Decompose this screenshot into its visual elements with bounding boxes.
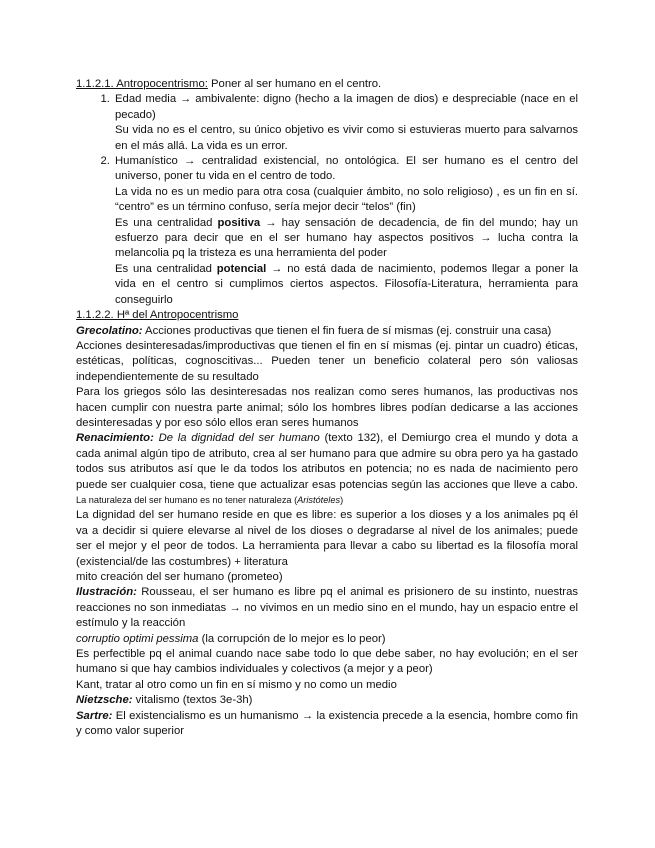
label-ilustracion: Ilustración:	[76, 586, 137, 599]
list-item-note-potencial: Es una centralidad potencial → no está dada de nacimiento, podemos llegar a poner la vida en el centro si cumplimos ciertos aspectos. Filosofía-Literatura, herramienta para conseguirlo	[115, 262, 578, 306]
label-nietzsche: Nietzsche:	[76, 694, 133, 707]
heading-text: Poner al ser humano en el centro.	[207, 78, 382, 90]
paragraph-sartre: Sartre: El existencialismo es un humanismo → la existencia precede a la esencia, hombre como fin y como valor superior	[76, 709, 578, 738]
paragraph-dignidad: La dignidad del ser humano reside en que es libre: es superior a los dioses y a los animales pq él va a decidir si quiere elevarse al nivel de los dioses o degradarse al nivel de los animales; puede ser el mejor y el peor de todos. La herramienta para llevar a cabo su libertad es la filosofía moral (existencial/de las costumbres) + literatura	[76, 509, 578, 568]
antropocentrismo-list	[76, 92, 578, 308]
paragraph-grecolatino: Grecolatino: Acciones productivas que tienen el fin fuera de sí mismas (ej. construir una casa)	[76, 324, 552, 337]
document-page	[76, 77, 578, 739]
book-title: De la dignidad del ser humano	[158, 432, 320, 445]
paragraph-ilustracion: Ilustración: Rousseau, el ser humano es libre pq el animal es prisionero de su instinto, nuestras reacciones no son inmediatas → no vivimos en un medio sino en el mundo, hay un espacio entre el estímulo y la reacción	[76, 586, 578, 630]
latin-phrase: corruptio optimi pessima	[76, 632, 199, 645]
list-item-edad-media	[113, 92, 578, 154]
paragraph-perfectible: Es perfectible pq el animal cuando nace sabe todo lo que debe saber, no hay evolución; en el ser humano si que hay cambios individuales y colectivos (a mejor y a peor)	[76, 648, 578, 676]
list-item-humanistico	[113, 154, 578, 308]
label-renacimiento: Renacimiento:	[76, 432, 154, 445]
list-item-text: Humanístico → centralidad existencial, no ontológica. El ser humano es el centro del universo, poner tu vida en el centro de todo.	[115, 155, 578, 183]
section-antropocentrismo-heading	[76, 77, 578, 92]
list-item-note: La vida no es un medio para otra cosa (cualquier ámbito, no solo religioso) , es un fin en sí. “centro” es un término confuso, sería mejor decir “telos” (fin)	[115, 185, 578, 214]
paragraph-renacimiento: Renacimiento: De la dignidad del ser humano (texto 132), el Demiurgo crea el mundo y dota a cada animal algún tipo de atributo, crea al ser humano para que admire su obra pero ya ha gastado todos sus atributos así que le da todos los atributos en potencia; no es nada de nacimiento pero puede ser cualquier cosa, tiene que actualizar esas potencias según las acciones que lleve a cabo. La naturaleza del ser humano es no tener naturaleza (Aristóteles)	[76, 432, 578, 505]
paragraph-nietzsche: Nietzsche: vitalismo (textos 3e-3h)	[76, 694, 253, 707]
paragraph-kant: Kant, tratar al otro como un fin en sí mismo y no como un medio	[76, 678, 397, 691]
list-item-note: Su vida no es el centro, su único objetivo es vivir como si estuvieras muerto para salvarnos en el más allá. La vida es un error.	[115, 124, 578, 152]
keyword-potencial: potencial	[216, 262, 267, 275]
list-item-text: Edad media → ambivalente: digno (hecho a la imagen de dios) e despreciable (nace en el pecado)	[115, 93, 578, 121]
label-grecolatino: Grecolatino:	[76, 324, 143, 337]
paragraph-mito: mito creación del ser humano (prometeo)	[76, 571, 283, 583]
paragraph-griegos: Para los griegos sólo las desinteresadas nos realizan como seres humanos, las productivas nos hacen cumplir con nuestra parte animal; sólo los hombres libres podían dedicarse a las acciones desinteresadas y por eso sólo ellos eran seres humanos	[76, 386, 578, 429]
heading-label: 1.1.2.1. Antropocentrismo:	[76, 78, 208, 90]
paragraph-corruptio: corruptio optimi pessima (la corrupción de lo mejor es lo peor)	[76, 632, 386, 645]
keyword-positiva: positiva	[217, 216, 261, 229]
section-historia-heading: 1.1.2.2. Hª del Antropocentrismo	[76, 309, 239, 322]
paragraph-desinteresadas: Acciones desinteresadas/improductivas que tienen el fin en sí mismas (ej. pintar un cuadro) éticas, estéticas, políticas, cognoscitivas... Pueden tener un beneficio colateral pero són valiosas independientemente de su resultado	[76, 339, 578, 383]
label-sartre: Sartre:	[76, 709, 113, 722]
list-item-note-positiva: Es una centralidad positiva → hay sensación de decadencia, de fin del mundo; hay un esfuerzo para decir que en el ser humano hay aspectos positivos → lucha contra la melancolia pq la tristeza es una herramienta del poder	[115, 216, 578, 260]
